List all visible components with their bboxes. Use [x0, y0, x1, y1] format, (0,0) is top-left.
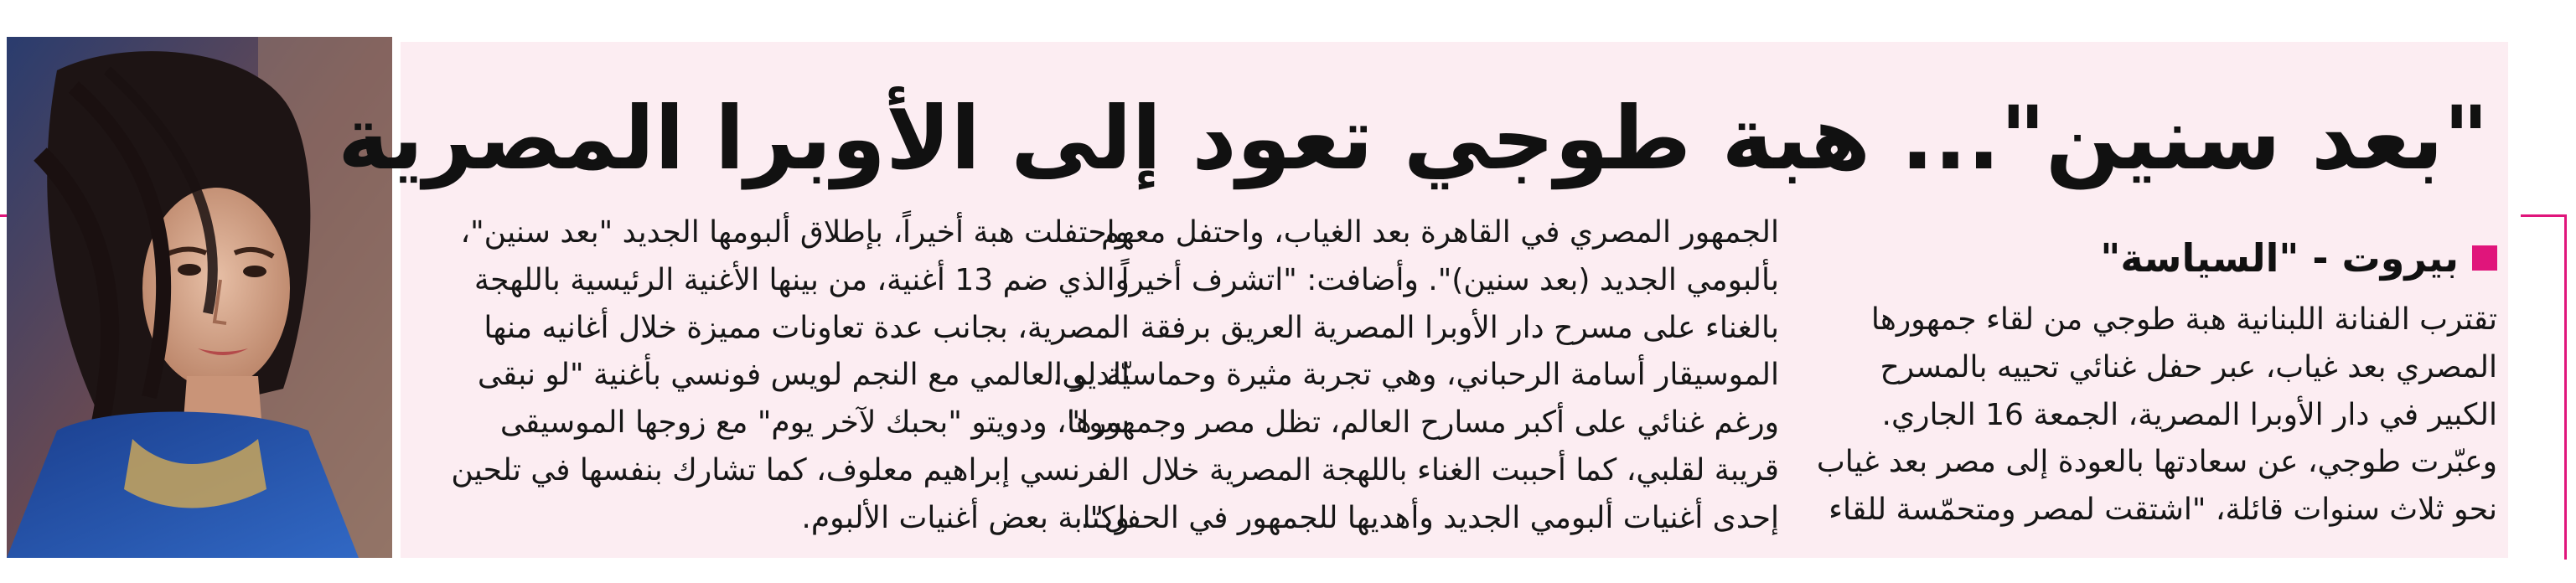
article-line: واحتفلت هبة أخيراً، بإطلاق ألبومها الجديد "بعد سنين"،: [460, 215, 1130, 250]
article-column-2: [1052, 209, 1779, 543]
right-accent-rule-vertical: [2564, 214, 2567, 560]
article-column-3: [451, 209, 1130, 543]
article-line: وكتابة بعض أغنيات الألبوم.: [801, 500, 1130, 535]
article-line: الديو العالمي مع النجم لويس فونسي بأغنية "لو نبقى: [477, 358, 1130, 393]
article-line: والذي ضم 13 أغنية، من بينها الأغنية الرئيسية باللهجة: [473, 262, 1130, 297]
article-line: الجمهور المصري في القاهرة بعد الغياب، واحتفل معهم: [1101, 215, 1779, 250]
article-line: بالغناء على مسرح دار الأوبرا المصرية العريق برفقة: [1140, 310, 1779, 345]
article-line: بألبومي الجديد (بعد سنين)". وأضافت: "اتشرف أخيراً: [1120, 262, 1779, 297]
right-accent-rule: [2521, 214, 2566, 217]
article-headline: "بعد سنين"... هبة طوجي تعود إلى الأوبرا المصرية: [338, 87, 2489, 189]
portrait-photo-drawing: [7, 37, 392, 558]
portrait-photo: [7, 37, 392, 558]
article-line: المصرية، بجانب عدة تعاونات مميزة خلال أغانيه منها: [484, 310, 1130, 345]
article-line: نحو ثلاث سنوات قائلة، "اشتقت لمصر ومتحمّسة للقاء: [1829, 493, 2497, 528]
article-line: الفرنسي إبراهيم معلوف، كما تشارك بنفسها في تلحين: [451, 452, 1130, 488]
article-line: قريبة لقلبي، كما أحببت الغناء باللهجة المصرية خلال: [1141, 452, 1779, 488]
article-line: تقترب الفنانة اللبنانية هبة طوجي من لقاء جمهورها: [1870, 302, 2497, 337]
article-line: المصري بعد غياب، عبر حفل غنائي تحييه بالمسرح: [1880, 349, 2497, 384]
article-line: ورغم غنائي على أكبر مسارح العالم، تظل مصر وجمهورها: [1066, 405, 1779, 441]
byline-marker-icon: [2472, 245, 2497, 271]
article-column-1: [1810, 297, 2497, 534]
article-line: وعبّرت طوجي، عن سعادتها بالعودة إلى مصر بعد غياب: [1816, 445, 2497, 480]
article-line: إحدى أغنيات ألبومي الجديد وأهديها للجمهور في الحفل".: [1080, 500, 1779, 535]
article-line: الكبير في دار الأوبرا المصرية، الجمعة 16 الجاري.: [1881, 397, 2497, 432]
article-byline: [1844, 231, 2497, 285]
article-line: سوا"، ودويتو "بحبك لآخر يوم" مع زوجها الموسيقى: [499, 405, 1130, 441]
byline-text: بيروت - "السياسة": [2100, 235, 2459, 281]
article-line: الموسيقار أسامة الرحباني، وهي تجربة مثيرة وحماسيّة لي،: [1052, 358, 1779, 393]
